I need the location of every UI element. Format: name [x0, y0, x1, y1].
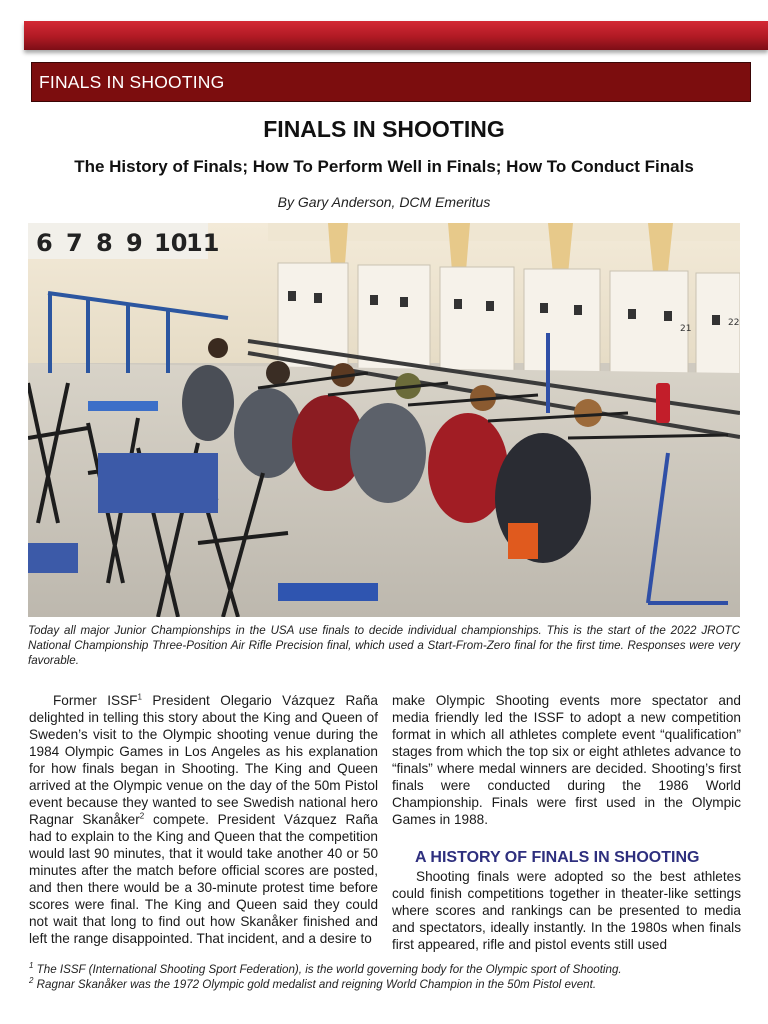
section-title: FINALS IN SHOOTING: [39, 71, 225, 92]
section-header-band: [31, 62, 751, 102]
footnote-1: [29, 962, 741, 977]
body-column-left: [29, 692, 378, 947]
section-heading: A HISTORY OF FINALS IN SHOOTING: [415, 849, 700, 866]
lane-number: 21: [680, 324, 692, 334]
scoreboard-digit: 7: [66, 229, 83, 257]
scoreboard-digit: 11: [186, 229, 220, 257]
footnote-mark: 1: [29, 961, 34, 971]
body-text: compete. President Vázquez Raña had to explain to the King and Queen that the competition would last 90 minutes, that it would take another 40 or 50 minutes after the match before official scores are posted, and then there would be a 30-minute protest time before scores were final. The King and Queen said they could not wait that long to find out how Skanåker finished and left the range disappointed. That incident, and a desire to: [29, 812, 378, 946]
article-byline: By Gary Anderson, DCM Emeritus: [277, 194, 491, 210]
footnote-text: Ragnar Skanåker was the 1972 Olympic gold medalist and reigning World Champion in the 50m Pistol event.: [33, 978, 597, 991]
footnote-ref: 2: [139, 811, 145, 821]
scoreboard-digit: 6: [36, 229, 53, 257]
footnotes: [29, 962, 741, 992]
body-text: President Olegario Vázquez Raña delighted in telling this story about the King and Queen of Sweden’s visit to the Olympic shooting venue during the 1984 Olympic Games in Los Angeles as his explanation for how finals began in Shooting. The King and Queen arrived at the Olympic venue on the day of the 50m Pistol event because they wanted to see Swedish national hero Ragnar Skanåker: [29, 693, 378, 827]
range-photo: [28, 223, 740, 617]
article-subtitle: The History of Finals; How To Perform Well in Finals; How To Conduct Finals: [74, 157, 694, 176]
scoreboard-digit: 10: [154, 229, 188, 257]
body-paragraph: make Olympic Shooting events more spectator and media friendly led the ISSF to adopt a new competition format in which all athletes complete event “qualification” stages from which the top six or eight athletes advance to “finals” where medal winners are decided. Shooting’s first finals were conducted during the 1986 World Championship. Finals were first used in the Olympic Games in 1988.: [392, 693, 741, 827]
top-decorative-bar: [24, 21, 768, 50]
photo-caption: Today all major Junior Championships in the USA use finals to decide individual championships. This is the start of the 2022 JROTC National Championship Three-Position Air Rifle Precision final, which used a Start-From-Zero final for the first time. Responses were very favorable.: [28, 624, 740, 667]
footnote-text: The ISSF (International Shooting Sport Federation), is the world governing body for the Olympic sport of Shooting.: [33, 963, 622, 976]
article-title: FINALS IN SHOOTING: [263, 116, 505, 142]
footnote-ref: 1: [137, 692, 142, 702]
body-column-right: [392, 692, 741, 953]
body-paragraph: [29, 692, 378, 947]
footnote-2: [29, 977, 741, 992]
lane-number: 22: [728, 318, 740, 328]
body-text: Former ISSF: [53, 693, 138, 708]
scoreboard-digit: 9: [126, 229, 143, 257]
scoreboard-digit: 8: [96, 229, 113, 257]
body-paragraph: Shooting finals were adopted so the best athletes could finish competitions together in theater-like settings where scores and rankings can be presented to media and spectators, ideally instantly. In the 1980s when finals first appeared, rifle and pistol events still used: [392, 869, 741, 952]
footnote-mark: 2: [29, 976, 34, 986]
